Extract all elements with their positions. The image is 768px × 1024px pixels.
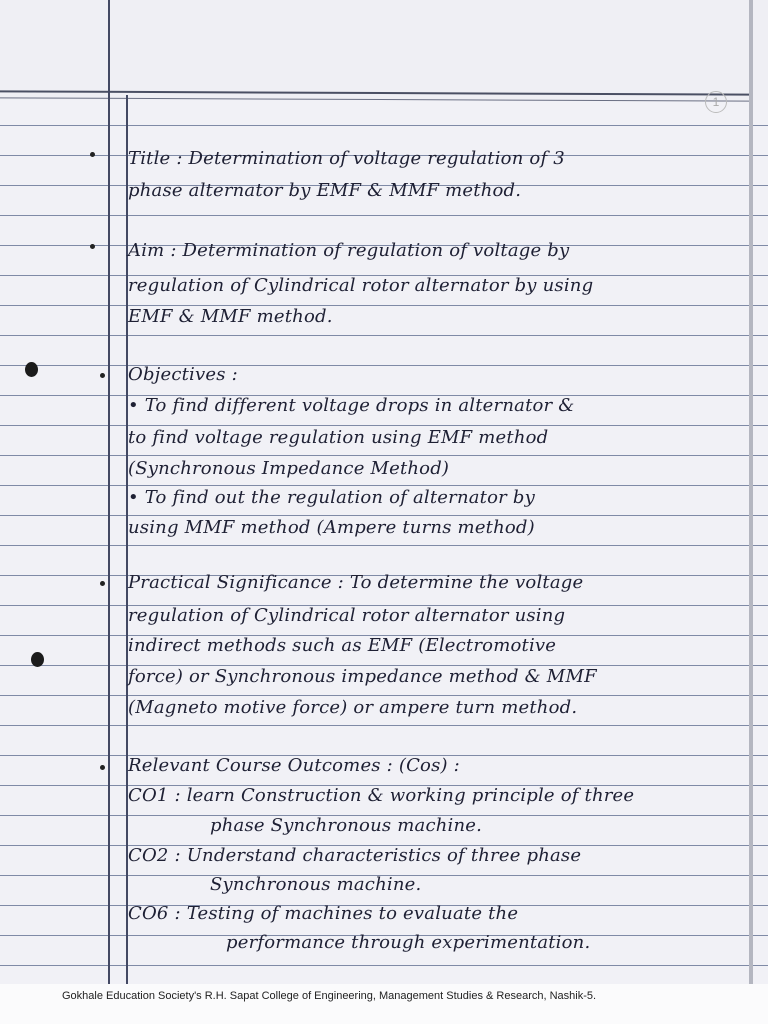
aim-line-2: regulation of Cylindrical rotor alternator by using	[128, 275, 594, 296]
section-bullet	[90, 244, 95, 249]
section-bullet	[90, 152, 95, 157]
practical-significance-line: (Magneto motive force) or ampere turn method.	[128, 697, 578, 718]
margin-line-left	[108, 0, 110, 985]
course-outcome-co2: CO2 : Understand characteristics of three phase	[128, 845, 582, 866]
binder-hole	[25, 362, 38, 377]
course-outcome-co1: CO1 : learn Construction & working principle of three	[128, 785, 635, 806]
practical-significance-line: Practical Significance : To determine the voltage	[128, 572, 584, 593]
course-outcome-co1-cont: phase Synchronous machine.	[210, 815, 483, 836]
course-outcome-co6: CO6 : Testing of machines to evaluate the	[128, 903, 519, 924]
practical-significance-line: indirect methods such as EMF (Electromotive	[128, 635, 557, 656]
title-line-2: phase alternator by EMF & MMF method.	[128, 180, 522, 201]
page-number: 1	[705, 91, 727, 113]
objective-item-2-cont: using MMF method (Ampere turns method)	[128, 517, 535, 538]
section-bullet	[100, 765, 105, 770]
title-line-1: Title : Determination of voltage regulation of 3	[128, 148, 565, 169]
objective-item-1-cont: to find voltage regulation using EMF method	[128, 427, 549, 448]
aim-line-1: Aim : Determination of regulation of voltage by	[128, 240, 570, 261]
page-edge	[749, 0, 753, 985]
course-outcome-co6-cont: performance through experimentation.	[226, 932, 591, 953]
binder-hole	[31, 652, 44, 667]
objectives-heading: Objectives :	[128, 364, 238, 385]
objective-item-1: • To find different voltage drops in alternator &	[128, 395, 575, 416]
aim-line-3: EMF & MMF method.	[128, 306, 333, 327]
course-outcomes-heading: Relevant Course Outcomes : (Cos) :	[128, 755, 460, 776]
section-bullet	[100, 373, 105, 378]
objective-item-2: • To find out the regulation of alternator by	[128, 487, 535, 508]
practical-significance-line: regulation of Cylindrical rotor alternator using	[128, 605, 566, 626]
college-footer: Gokhale Education Society's R.H. Sapat College of Engineering, Management Studies & Research, Nashik-5.	[62, 990, 597, 1002]
page-header-area	[0, 0, 768, 100]
section-bullet	[100, 581, 105, 586]
practical-significance-line: force) or Synchronous impedance method & MMF	[128, 666, 597, 687]
objective-item-1-cont: (Synchronous Impedance Method)	[128, 458, 450, 479]
course-outcome-co2-cont: Synchronous machine.	[210, 874, 422, 895]
